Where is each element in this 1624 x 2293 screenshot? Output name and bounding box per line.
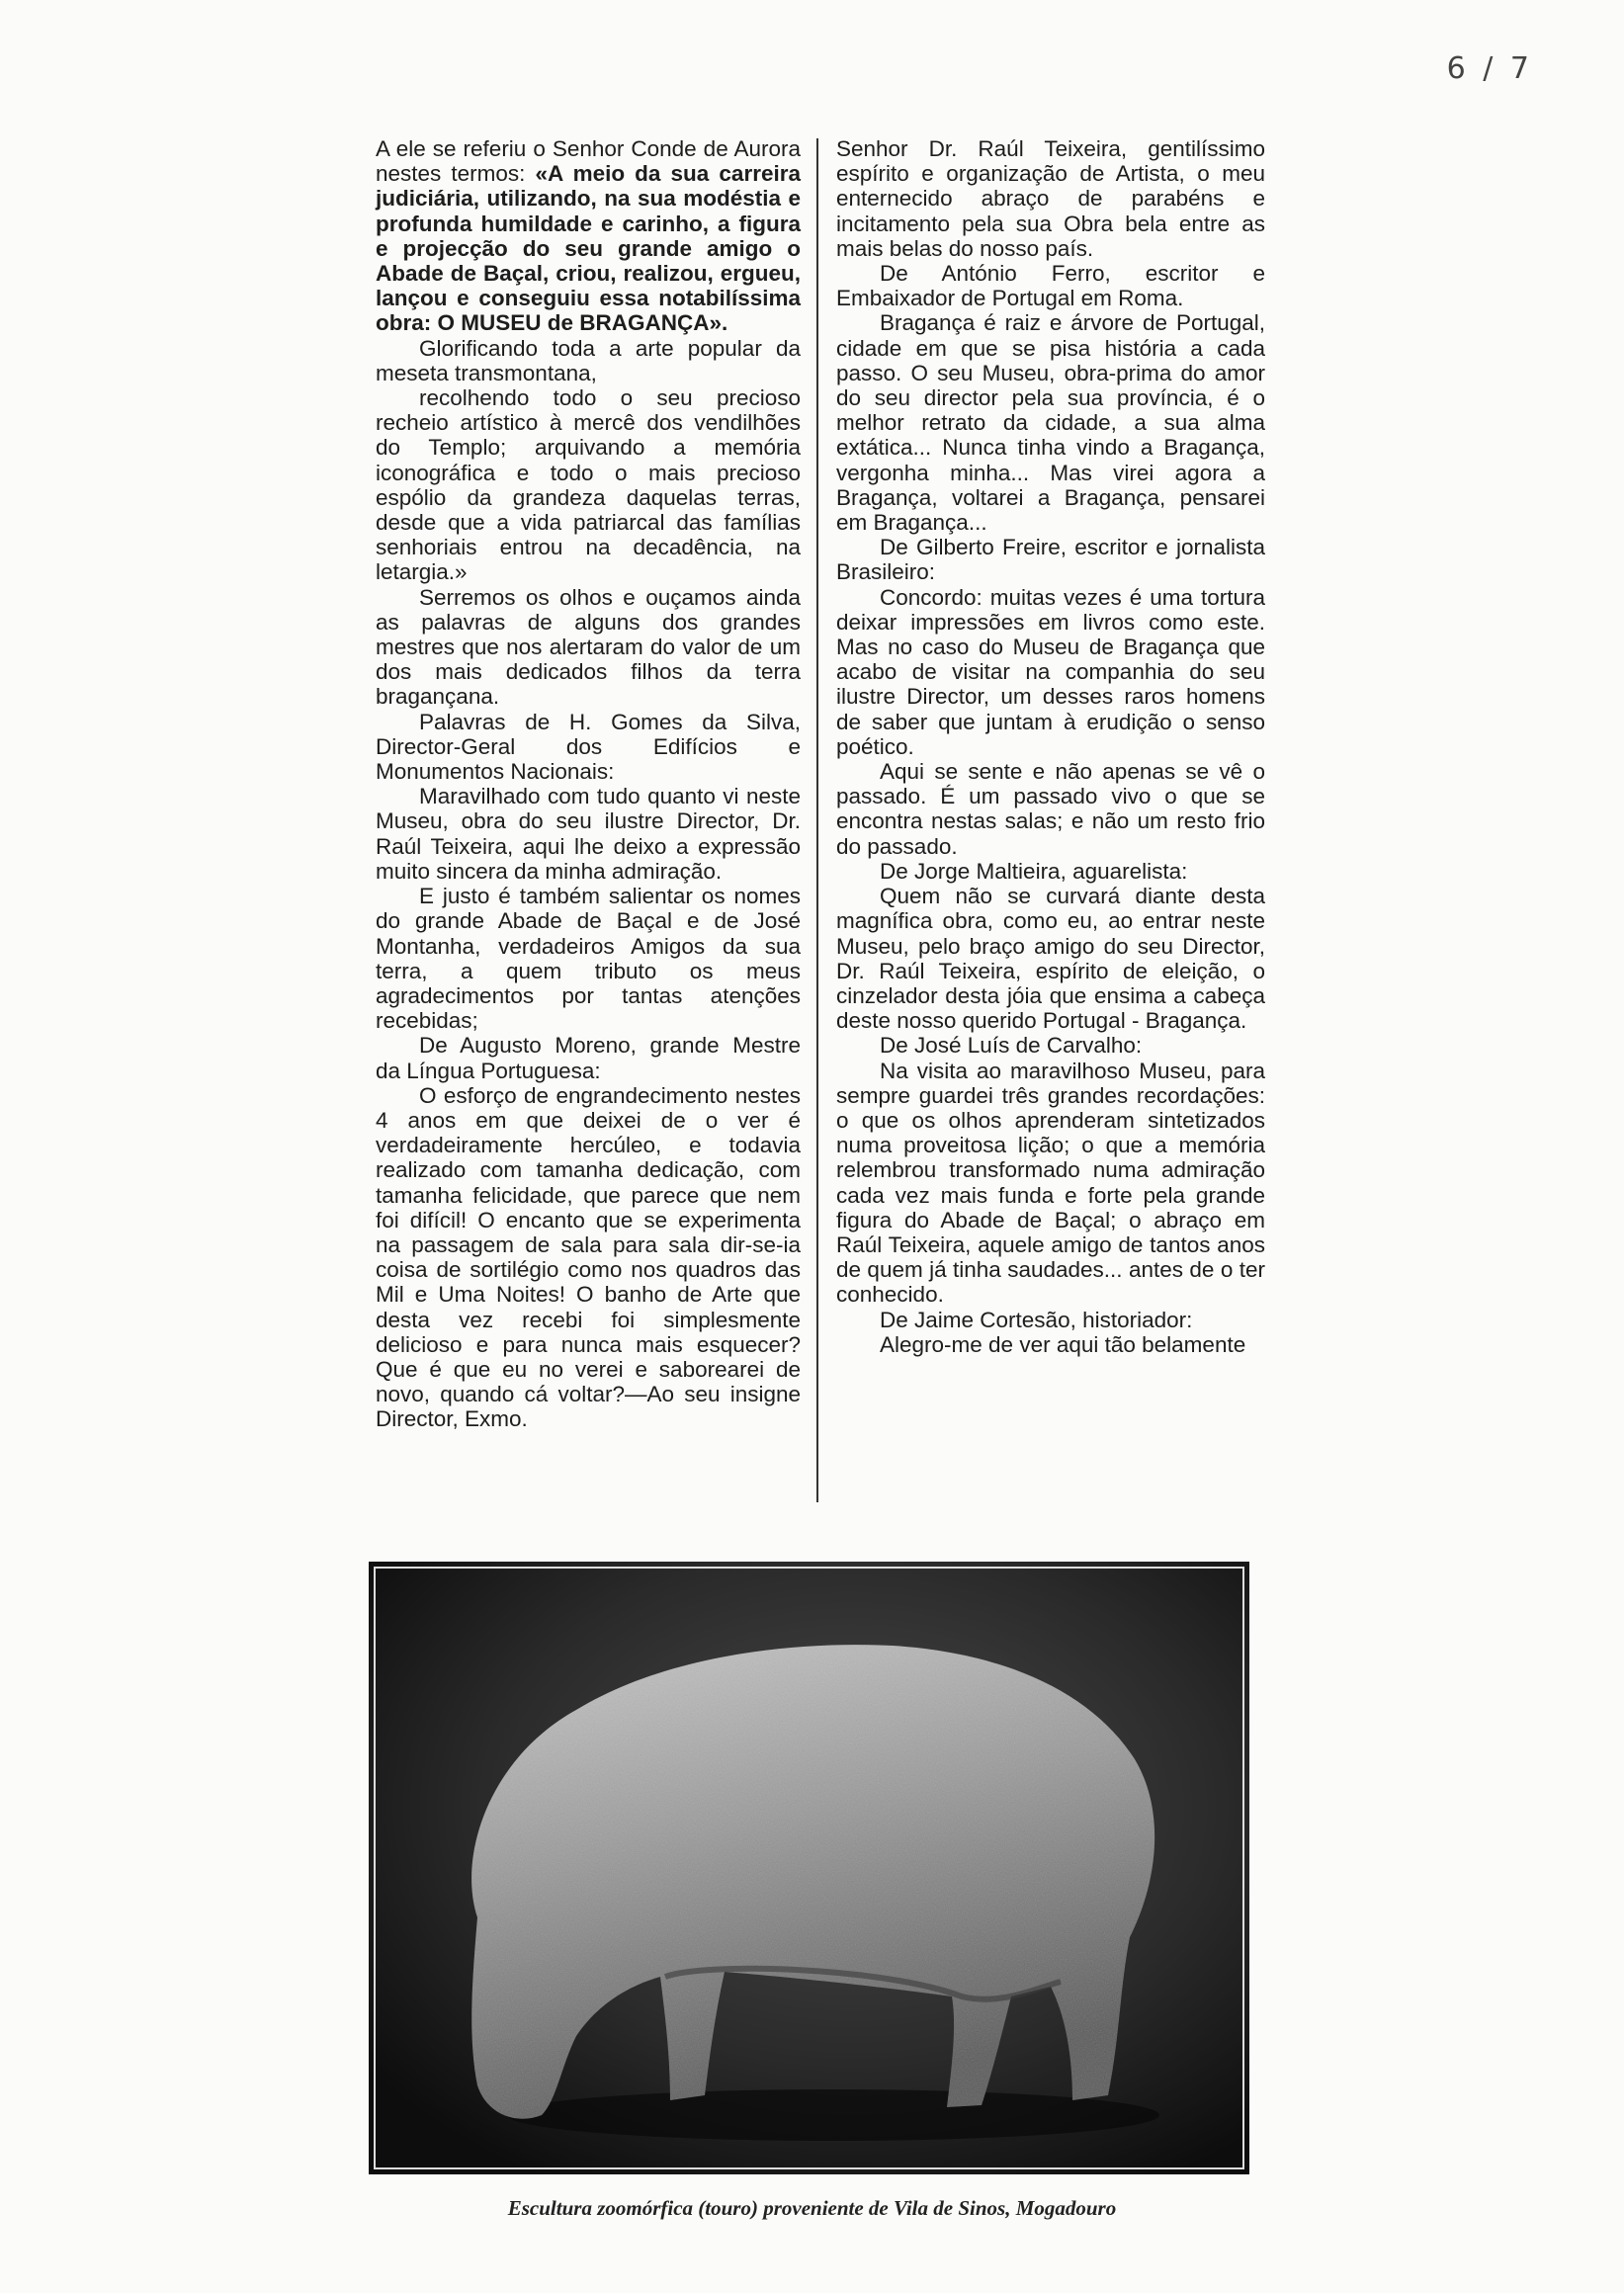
paragraph: Alegro-me de ver aqui tão belamente <box>880 1331 1246 1357</box>
paragraph <box>376 136 801 336</box>
bull-sculpture-image <box>369 1562 1249 2174</box>
paragraph: Maravilhado com tudo quanto vi neste Museu, obra do seu ilustre Director, Dr. Raúl Teixeira, aqui lhe deixo a expressão muito sincera da minha admiração. <box>376 784 801 884</box>
paragraph: De José Luís de Carvalho: <box>880 1033 1143 1059</box>
paragraph: Glorificando toda a arte popular da meseta transmontana, <box>376 335 801 385</box>
figure-caption: Escultura zoomórfica (touro) proveniente de Vila de Sinos, Mogadouro <box>507 2196 1117 2220</box>
paragraph: Quem não se curvará diante desta magnífica obra, como eu, ao entrar neste Museu, pelo braço amigo do seu Director, Dr. Raúl Teixeira, espírito de eleição, o cinzelador desta jóia que ensima a cabeça deste nosso querido Portugal - Bragança. <box>836 884 1265 1034</box>
quote-bold: «A meio da sua carreira judiciária, utilizando, na sua modéstia e profunda humildade e carinho, a figura e projecção do seu grande amigo o Abade de Baçal, criou, realizou, ergueu, lançou e conseguiu essa notabilíssima obra: O MUSEU de BRAGANÇA». <box>376 161 801 336</box>
paragraph: Senhor Dr. Raúl Teixeira, gentilíssimo espírito e organização de Artista, o meu enternecido abraço de parabéns e incitamento pela sua Obra bela entre as mais belas do nosso país. <box>836 136 1265 261</box>
paragraph: Aqui se sente e não apenas se vê o passado. É um passado vivo o que se encontra nestas salas; e não um resto frio do passado. <box>836 759 1265 859</box>
column-divider <box>816 138 818 1502</box>
paragraph: Palavras de H. Gomes da Silva, Director-Geral dos Edifícios e Monumentos Nacionais: <box>376 709 801 785</box>
page-number: 6 / 7 <box>1446 51 1533 86</box>
paragraph: De Gilberto Freire, escritor e jornalista Brasileiro: <box>836 535 1265 585</box>
paragraph: Serremos os olhos e ouçamos ainda as palavras de alguns dos grandes mestres que nos alertaram do valor de um dos mais dedicados filhos da terra bragançana. <box>376 584 801 710</box>
paragraph: Bragança é raiz e árvore de Portugal, cidade em que se pisa história a cada passo. O seu Museu, obra-prima do amor do seu director pela sua província, é o melhor retrato da cidade, a sua alma extática... Nunca tinha vindo a Bragança, vergonha minha... Mas virei agora a Bragança, voltarei a Bragança, pensarei em Bragança... <box>836 310 1265 536</box>
paragraph-text: A ele se referiu o Senhor Conde de Aurora nestes termos: <box>376 136 801 187</box>
paragraph: recolhendo todo o seu precioso recheio artístico à mercê dos vendilhões do Templo; arquivando a memória iconográfica e todo o mais precioso espólio da grandeza daquelas terras, desde que a vida patriarcal das famílias senhoriais entrou na decadência, na letargia.» <box>376 385 801 585</box>
left-column <box>376 136 801 1432</box>
paragraph: De António Ferro, escritor e Embaixador de Portugal em Roma. <box>836 261 1265 311</box>
paragraph: Na visita ao maravilhoso Museu, para sempre guardei três grandes recordações: o que os olhos aprenderam sintetizados numa proveitosa lição; o que a memória relembrou transformado numa admiração cada vez mais funda e forte pela grande figura do Abade de Baçal; o abraço em Raúl Teixeira, aquele amigo de tantos anos de quem já tinha saudades... antes de o ter conhecido. <box>836 1058 1265 1308</box>
paragraph: O esforço de engrandecimento nestes 4 anos em que deixei de o ver é verdadeiramente hercúleo, e todavia realizado com tamanha dedicação, com tamanha felicidade, que parece que nem foi difícil! O encanto que se experimenta na passagem de sala para sala dir-se-ia coisa de sortilégio como nos quadros das Mil e Uma Noites! O banho de Arte que desta vez recebi foi simplesmente delicioso e para nunca mais esquecer? Que é que eu no verei e saborearei de novo, quando cá voltar?—Ao seu insigne Director, Exmo. <box>376 1082 801 1432</box>
sculpture-photo <box>369 1562 1249 2174</box>
paragraph: De Jaime Cortesão, historiador: <box>880 1307 1193 1332</box>
paragraph: De Augusto Moreno, grande Mestre da Língua Portuguesa: <box>376 1033 801 1083</box>
paragraph: De Jorge Maltieira, aguarelista: <box>880 858 1188 884</box>
right-column <box>836 136 1265 1357</box>
paragraph: Concordo: muitas vezes é uma tortura deixar impressões em livros como este. Mas no caso do Museu de Bragança que acabo de visitar na companhia do seu ilustre Director, um desses raros homens de saber que juntam à erudição o senso poético. <box>836 584 1265 759</box>
paragraph: E justo é também salientar os nomes do grande Abade de Baçal e de José Montanha, verdadeiros Amigos da sua terra, a quem tributo os meus agradecimentos por tantas atenções recebidas; <box>376 884 801 1034</box>
